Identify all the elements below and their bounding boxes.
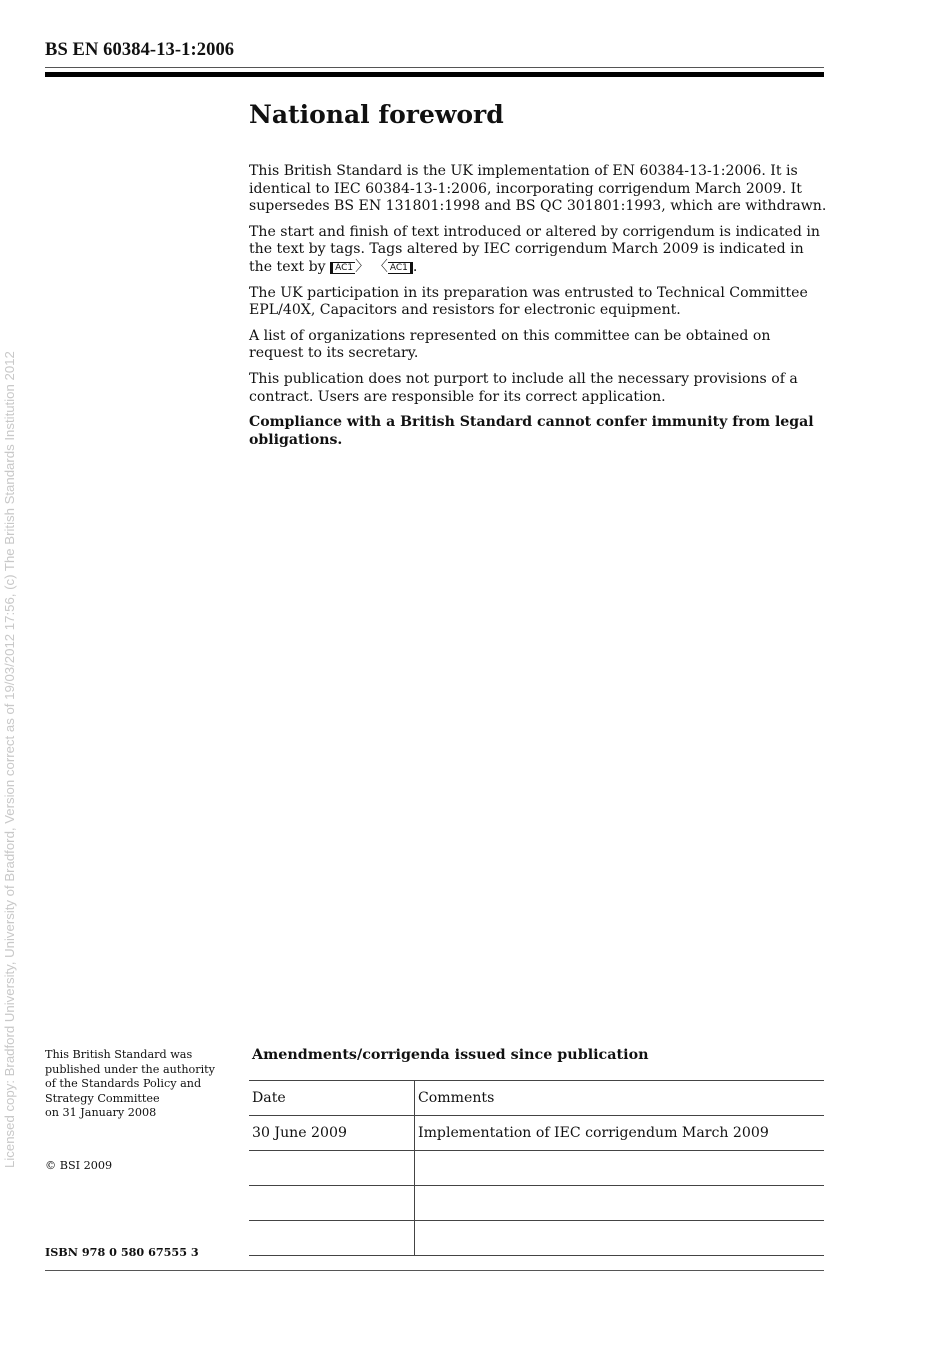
corrigendum-close-tag-icon: AC1 (388, 262, 413, 274)
amendments-table (249, 1080, 824, 1256)
amendments-heading: Amendments/corrigenda issued since publication (252, 1047, 649, 1063)
isbn: ISBN 978 0 580 67555 3 (45, 1245, 199, 1259)
paragraph-corrigendum-end: . (412, 258, 418, 275)
paragraph-implementation: This British Standard is the UK implementation of EN 60384-13-1:2006. It is identical to IEC 60384-13-1:2006, incorporating corrigendum March 2009. It supersedes BS EN 131801:1998 and BS QC 301801:1993, which are withdrawn. (249, 163, 827, 215)
paragraph-organizations: A list of organizations represented on this committee can be obtained on request to its secretary. (249, 327, 771, 362)
paragraph-committee: The UK participation in its preparation was entrusted to Technical Committee EPL/40X, Capacitors and resistors for electronic equipment. (249, 284, 808, 319)
cell-date (249, 1186, 415, 1221)
cell-comments (415, 1221, 825, 1256)
document-id: BS EN 60384-13-1:2006 (45, 40, 235, 60)
publication-note (45, 1048, 235, 1121)
publication-note-line: on 31 January 2008 (45, 1106, 157, 1120)
table-row (249, 1221, 824, 1256)
foreword-body (249, 163, 829, 457)
copyright-notice: © BSI 2009 (45, 1159, 113, 1172)
footer-rule (45, 1270, 824, 1271)
header-rule-thin (45, 67, 824, 68)
corrigendum-open-tag-icon: AC1 (330, 262, 355, 274)
column-header-comments: Comments (415, 1081, 825, 1116)
cell-comments (415, 1151, 825, 1186)
paragraph-corrigendum-text: The start and finish of text introduced or altered by corrigendum is indicated in the text by tags. Tags altered by IEC corrigendum March 2009 is indicated in the text by (249, 223, 820, 275)
paragraph-corrigendum-tags: The start and finish of text introduced or altered by corrigendum is indicated in the text by tags. Tags altered by IEC corrigendum March 2009 is indicated in the text by AC1 〉 〈 AC1 . (249, 223, 820, 275)
table-row (249, 1186, 824, 1221)
publication-note-line: of the Standards Policy and (45, 1077, 202, 1091)
table-header-row (249, 1081, 824, 1116)
cell-comments: Implementation of IEC corrigendum March 2009 (415, 1116, 825, 1151)
header-rule-thick (45, 72, 824, 77)
table-row (249, 1151, 824, 1186)
column-header-date: Date (249, 1081, 415, 1116)
cell-date (249, 1221, 415, 1256)
page-title: National foreword (249, 100, 504, 129)
table-row (249, 1116, 824, 1151)
cell-date (249, 1151, 415, 1186)
cell-date: 30 June 2009 (249, 1116, 415, 1151)
paragraph-provisions: This publication does not purport to include all the necessary provisions of a contract. Users are responsible for its correct application. (249, 370, 798, 405)
publication-note-line: published under the authority (45, 1062, 215, 1076)
cell-comments (415, 1186, 825, 1221)
publication-note-line: This British Standard was (45, 1048, 193, 1061)
publication-note-line: Strategy Committee (45, 1091, 160, 1105)
paragraph-compliance: Compliance with a British Standard cannot confer immunity from legal obligations. (249, 414, 814, 448)
license-watermark: Licensed copy: Bradford University, University of Bradford, Version correct as of 19/03/2012 17:56, (c) The British Standards Institution 2012 (2, 351, 17, 1168)
